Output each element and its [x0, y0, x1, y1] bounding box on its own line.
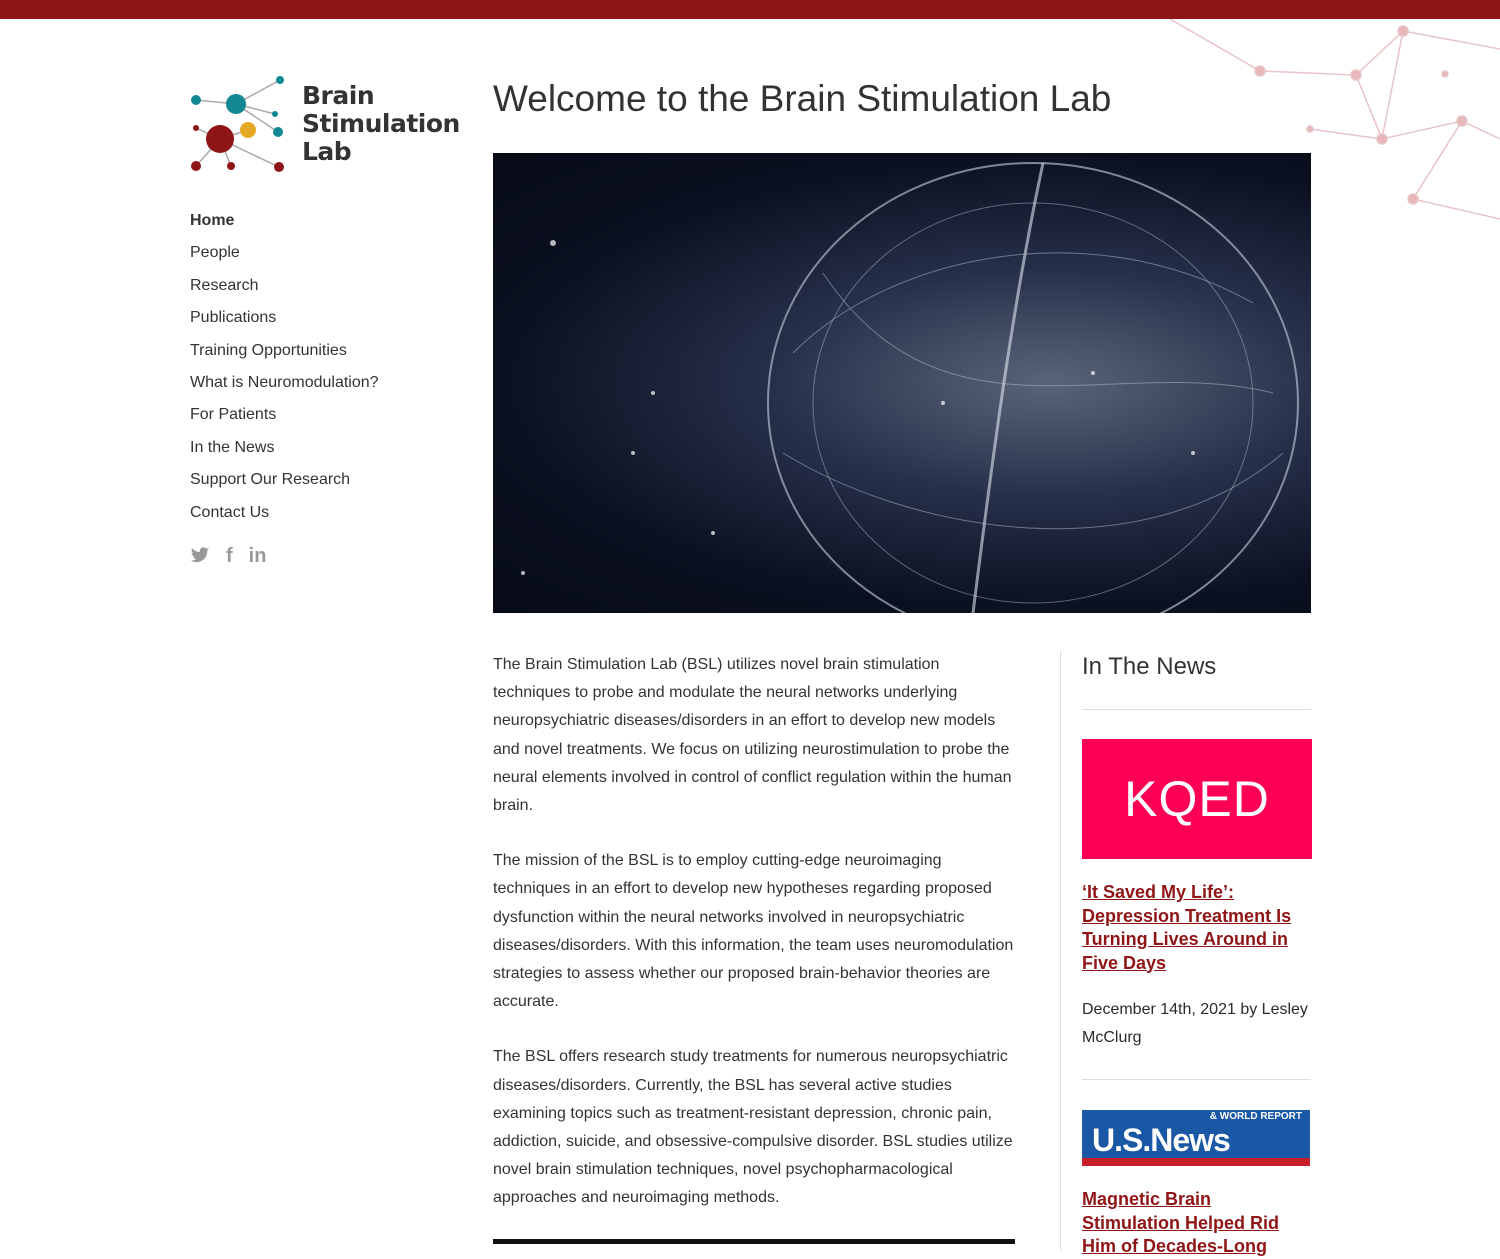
- nav-neuromodulation[interactable]: What is Neuromodulation?: [190, 373, 379, 391]
- social-links: [190, 545, 266, 568]
- lab-logo[interactable]: [188, 74, 460, 174]
- news-meta: December 14th, 2021 by Lesley McClurg: [1082, 996, 1311, 1080]
- facebook-icon[interactable]: f: [226, 545, 233, 567]
- usnews-logo[interactable]: [1082, 1110, 1310, 1166]
- usnews-logo-subtitle: & WORLD REPORT: [1209, 1111, 1302, 1122]
- logo-text: Brain Stimulation Lab: [302, 81, 460, 166]
- linkedin-icon[interactable]: in: [248, 545, 267, 567]
- usnews-logo-stripe: [1082, 1158, 1310, 1166]
- main-nav: [190, 205, 379, 529]
- nav-home[interactable]: Home: [190, 212, 235, 229]
- mission-paragraph: The mission of the BSL is to employ cutting-edge neuroimaging techniques in an effort to develop new hypotheses regarding proposed dysfunction within the neural networks involved in neuropsychiatric diseases/disorders. With this information, the team uses neuromodulation strategies to assess whether our proposed brain-behavior theories are accurate.: [493, 852, 1014, 1011]
- usnews-logo-title: U.S.News: [1092, 1122, 1230, 1158]
- intro-text: [493, 651, 1018, 1240]
- news-link-kqed[interactable]: ‘It Saved My Life’: Depression Treatment Is Turning Lives Around in Five Days: [1082, 882, 1292, 973]
- nav-research[interactable]: Research: [190, 276, 259, 294]
- nav-training[interactable]: Training Opportunities: [190, 341, 347, 359]
- nav-news[interactable]: In the News: [190, 438, 275, 456]
- top-bar: [0, 0, 1500, 19]
- hero-brain-network-image: [493, 153, 1311, 613]
- twitter-icon[interactable]: [190, 545, 210, 565]
- intro-paragraph: The Brain Stimulation Lab (BSL) utilizes novel brain stimulation techniques to probe and modulate the neural networks underlying neuropsychiatric diseases/disorders in an effort to develop new models and novel treatments. We focus on utilizing neurostimulation to probe the neural elements involved in control of conflict regulation within the human brain.: [493, 656, 1012, 815]
- network-logo-icon: [188, 74, 288, 174]
- nav-publications[interactable]: Publications: [190, 309, 277, 327]
- page-title: Welcome to the Brain Stimulation Lab: [493, 78, 1112, 119]
- nav-people[interactable]: People: [190, 244, 240, 262]
- treatments-paragraph: The BSL offers research study treatments for numerous neuropsychiatric diseases/disorders. Currently, the BSL has several active studies examining topics such as treatment-resistant depression, chronic pain, addiction, suicide, and obsessive-compulsive disorder. BSL studies utilize novel brain stimulation techniques, novel psychopharmacological approaches and neuroimaging methods.: [493, 1048, 1013, 1207]
- kqed-logo[interactable]: KQED: [1082, 739, 1312, 859]
- news-heading: In The News: [1082, 653, 1311, 710]
- nav-contact[interactable]: Contact Us: [190, 503, 270, 521]
- video-embed[interactable]: [493, 1239, 1015, 1244]
- nav-support[interactable]: Support Our Research: [190, 471, 351, 489]
- news-sidebar: [1060, 651, 1311, 1256]
- nav-patients[interactable]: For Patients: [190, 406, 277, 424]
- news-link-usnews[interactable]: Magnetic Brain Stimulation Helped Rid Him of Decades-Long: [1082, 1189, 1280, 1256]
